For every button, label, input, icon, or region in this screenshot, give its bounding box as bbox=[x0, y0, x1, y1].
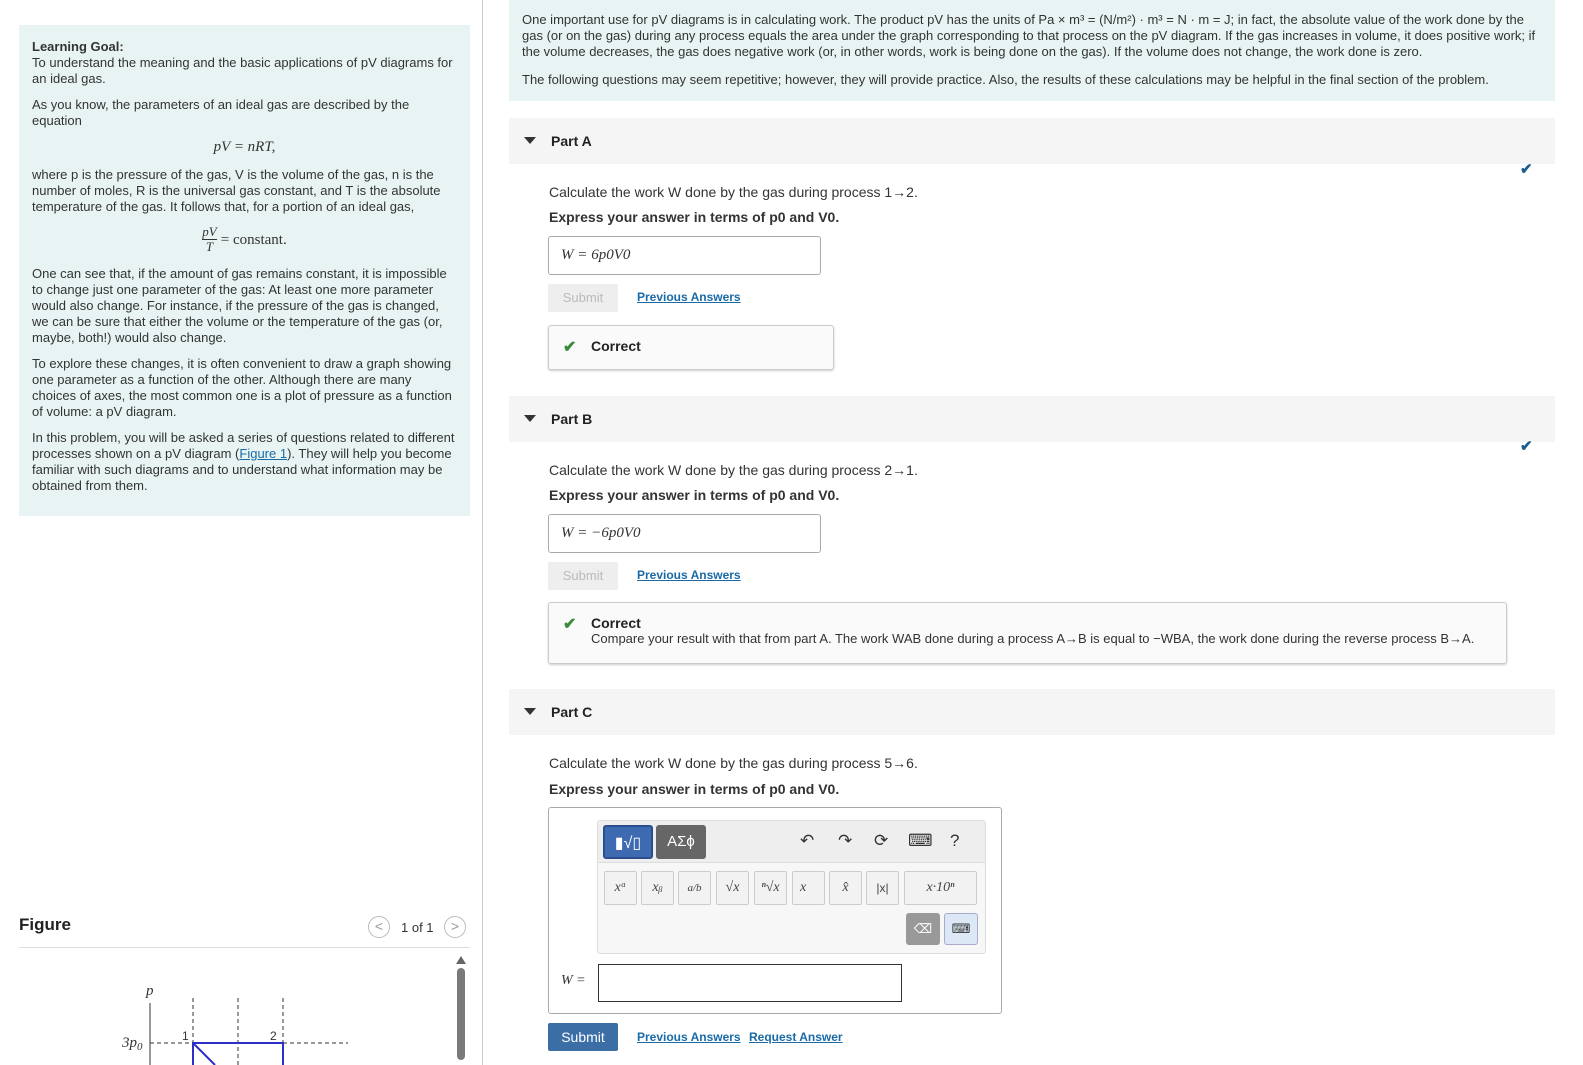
part-b-previous-answers-link[interactable]: Previous Answers bbox=[637, 568, 741, 582]
part-b-feedback-title: Correct bbox=[591, 615, 641, 631]
figure-1-link[interactable]: Figure 1 bbox=[239, 446, 288, 461]
math-toolbar bbox=[597, 820, 986, 954]
keyboard-shortcuts-icon[interactable]: ⌨ bbox=[908, 831, 933, 850]
part-a-answer-label: W = bbox=[561, 247, 588, 263]
part-b-feedback bbox=[548, 602, 1507, 664]
delete-icon[interactable]: ⌫ bbox=[906, 913, 940, 945]
intro-paragraph-1: As you know, the parameters of an ideal gas are described by the equation bbox=[32, 97, 410, 128]
part-c-answer-input[interactable] bbox=[598, 964, 902, 1002]
templates-button[interactable]: ▮√▯ bbox=[603, 825, 653, 859]
intro-paragraph-4: To explore these changes, it is often convenient to draw a graph showing one parameter as a function of the other. Although there are many choices of axes, the most common one is a plot of pressure as a function of volume: a pV diagram. bbox=[32, 356, 452, 419]
caret-down-icon bbox=[524, 137, 536, 144]
request-answer-link[interactable]: Request Answer bbox=[749, 1030, 843, 1044]
unit-vector-button[interactable]: x̂ bbox=[829, 871, 862, 905]
part-a-feedback-title: Correct bbox=[591, 338, 641, 354]
p5-text-b: ). They will help you become familiar with such diagrams and to understand what information may be obtained from them. bbox=[32, 446, 452, 493]
part-b-header[interactable] bbox=[509, 396, 1555, 442]
redo-icon[interactable]: ↷ bbox=[838, 831, 853, 850]
intro-panel bbox=[19, 25, 470, 516]
scientific-notation-button[interactable]: x·10ⁿ bbox=[904, 871, 977, 905]
nth-root-button[interactable]: ⁿ√x bbox=[754, 871, 787, 905]
keyboard-icon[interactable]: ⌨ bbox=[944, 913, 978, 945]
correct-check-icon: ✔ bbox=[563, 339, 577, 356]
correct-check-icon: ✔ bbox=[563, 616, 577, 633]
part-c-previous-answers-link[interactable]: Previous Answers bbox=[637, 1030, 741, 1044]
constant-rhs: = constant. bbox=[220, 231, 287, 248]
figure-header bbox=[19, 910, 470, 948]
math-editor bbox=[548, 807, 1002, 1014]
work-explanation bbox=[509, 0, 1555, 101]
figure-prev-button[interactable]: < bbox=[368, 916, 390, 938]
vector-button[interactable]: x⃗ bbox=[792, 871, 825, 905]
part-a-feedback bbox=[548, 325, 834, 370]
part-b-submit-button: Submit bbox=[548, 562, 618, 590]
subscript-button[interactable]: xᵦ bbox=[641, 871, 674, 905]
toolbar-top-row bbox=[598, 821, 985, 863]
scroll-up-icon[interactable] bbox=[456, 956, 466, 964]
part-b-label: Part B bbox=[551, 411, 593, 427]
work-paragraph-2: The following questions may seem repetitive; however, they will provide practice. Also, the results of these calculations may be helpful in the final section of the problem. bbox=[522, 72, 1489, 87]
figure-next-button[interactable]: > bbox=[444, 916, 466, 938]
part-a-submit-button: Submit bbox=[548, 284, 618, 312]
part-a-label: Part A bbox=[551, 133, 592, 149]
fraction-denominator: T bbox=[205, 239, 214, 254]
intro-paragraph-2: where p is the pressure of the gas, V is the volume of the gas, n is the number of moles, R is the universal gas constant, and T is the absolute temperature of the gas. It follows that, for a portion of an ideal gas, bbox=[32, 167, 441, 214]
part-b-instruction: Express your answer in terms of p0 and V0. bbox=[549, 487, 840, 503]
part-a-answer-value: 6p0V0 bbox=[591, 247, 631, 263]
ideal-gas-equation: pV = nRT, bbox=[213, 139, 276, 155]
part-c-submit-button[interactable]: Submit bbox=[548, 1023, 618, 1051]
right-panel bbox=[484, 0, 1583, 1065]
part-b-question: Calculate the work W done by the gas during process 2→1. bbox=[549, 462, 918, 478]
sqrt-button[interactable]: √x bbox=[716, 871, 749, 905]
caret-down-icon bbox=[524, 708, 536, 715]
work-paragraph-1: One important use for pV diagrams is in calculating work. The product pV has the units of Pa × m³ = (N/m²) · m³ = N · m = J; in fact, the absolute value of the work done by the gas (or on the gas) during any process equals the area under the graph corresponding to that process on the pV diagram. If the gas increases in volume, it does positive work; if the volume decreases, the gas does negative work (or, in other words, work is being done on the gas). If the volume does not change, the work done is zero. bbox=[522, 12, 1536, 59]
part-a-previous-answers-link[interactable]: Previous Answers bbox=[637, 290, 741, 304]
axis-p-label: p bbox=[146, 983, 154, 999]
fraction-button[interactable]: a/b bbox=[678, 871, 711, 905]
part-c-label: Part C bbox=[551, 704, 593, 720]
constant-equation bbox=[32, 225, 457, 254]
pv-diagram bbox=[100, 978, 360, 1065]
tick-3p0: $3p_0$ bbox=[122, 1035, 143, 1053]
learning-goal-heading: Learning Goal: bbox=[32, 39, 124, 54]
process-diagonal-line bbox=[193, 1043, 215, 1065]
scroll-thumb[interactable] bbox=[457, 968, 465, 1060]
part-b-answer-label: W = bbox=[561, 525, 588, 541]
figure-scrollbar[interactable] bbox=[456, 956, 466, 1065]
learning-goal-text: To understand the meaning and the basic applications of pV diagrams for an ideal gas. bbox=[32, 55, 453, 86]
part-c-instruction: Express your answer in terms of p0 and V0. bbox=[549, 781, 840, 797]
part-b-feedback-text: Compare your result with that from part A. The work WAB done during a process A→B is equal to −WBA, the work done during the reverse process B→A. bbox=[591, 631, 1475, 646]
figure-title: Figure bbox=[19, 915, 71, 934]
p5-text-a: In this problem, you will be asked a series of questions related to different processes shown on a pV diagram ( bbox=[32, 430, 455, 461]
part-a-instruction: Express your answer in terms of p0 and V0. bbox=[549, 209, 840, 225]
intro-paragraph-5 bbox=[32, 430, 457, 494]
help-icon[interactable]: ? bbox=[950, 831, 960, 850]
part-a-answer-box[interactable] bbox=[548, 236, 821, 275]
point-1-label: 1 bbox=[182, 1029, 189, 1043]
part-a-header[interactable] bbox=[509, 118, 1555, 164]
power-button[interactable]: xᵃ bbox=[604, 871, 637, 905]
part-b-check-icon: ✔ bbox=[1520, 438, 1533, 455]
absolute-value-button[interactable]: |x| bbox=[866, 871, 899, 905]
point-2-label: 2 bbox=[270, 1029, 277, 1043]
left-panel bbox=[0, 0, 483, 1065]
part-b-answer-box[interactable] bbox=[548, 514, 821, 553]
part-b-answer-value: −6p0V0 bbox=[591, 525, 641, 541]
part-c-answer-label: W = bbox=[561, 973, 586, 988]
reset-icon[interactable]: ⟳ bbox=[874, 831, 889, 850]
part-a-check-icon: ✔ bbox=[1520, 161, 1533, 178]
part-a-question: Calculate the work W done by the gas during process 1→2. bbox=[549, 184, 918, 200]
caret-down-icon bbox=[524, 415, 536, 422]
part-c-question: Calculate the work W done by the gas during process 5→6. bbox=[549, 755, 918, 771]
fraction-numerator: pV bbox=[202, 224, 217, 239]
intro-paragraph-3: One can see that, if the amount of gas remains constant, it is impossible to change just one parameter of the gas: At least one more parameter would also change. For instance, if the pressure of the gas is changed, we can be sure that either the volume or the temperature of the gas (or, maybe, both!) would also change. bbox=[32, 266, 447, 345]
figure-page-count: 1 of 1 bbox=[401, 920, 434, 935]
undo-icon[interactable]: ↶ bbox=[800, 831, 815, 850]
greek-symbols-button[interactable]: ΑΣϕ bbox=[656, 825, 706, 859]
part-c-header[interactable] bbox=[509, 689, 1555, 735]
